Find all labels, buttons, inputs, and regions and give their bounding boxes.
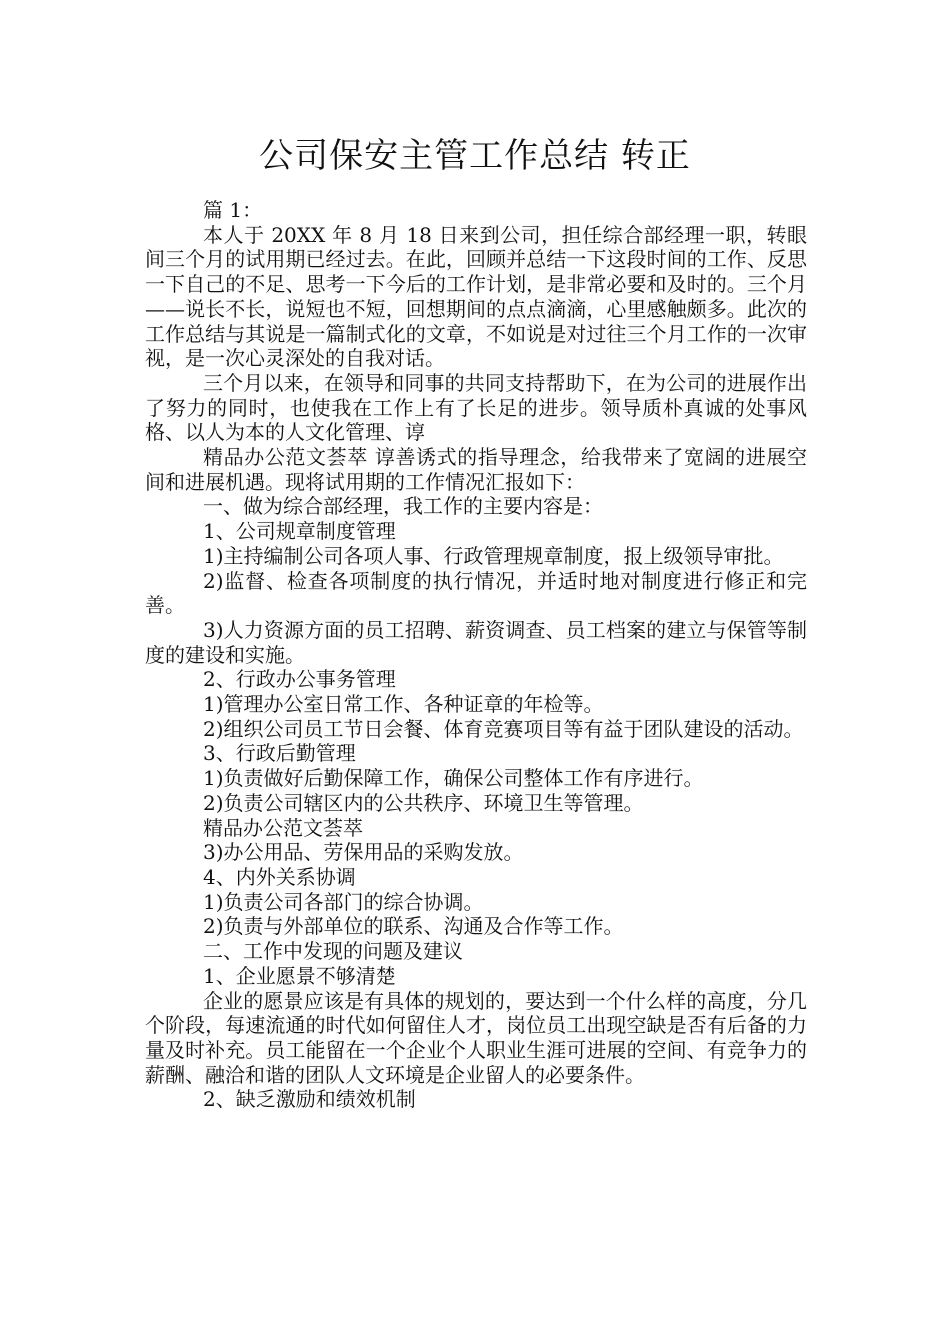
list-item: 2)组织公司员工节日会餐、体育竞赛项目等有益于团队建设的活动。 bbox=[203, 716, 804, 741]
list-item: 1)主持编制公司各项人事、行政管理规章制度，报上级领导审批。 bbox=[203, 543, 784, 568]
list-item: 1)负责做好后勤保障工作，确保公司整体工作有序进行。 bbox=[203, 766, 704, 791]
paragraph: 本人于 20XX 年 8 月 18 日来到公司，担任综合部经理一职，转眼间三个月的试用期已经过去。在此，回顾并总结一下这段时间的工作、反思一下自己的不足、思考一下今后的工作计划，是非常必要和及时的。三个月——说长不长，说短也不短，回想期间的点点滴滴，心里感触颇多。此次的工作总结与其说是一篇制式化的文章，不如说是对过往三个月工作的一次审视，是一次心灵深处的自我对话。 bbox=[145, 222, 807, 371]
list-item: 1)负责公司各部门的综合协调。 bbox=[203, 889, 484, 914]
document-title: 公司保安主管工作总结 转正 bbox=[259, 136, 691, 176]
paragraph: 三个月以来，在领导和同事的共同支持帮助下，在为公司的进展作出了努力的同时，也使我在工作上有了长足的进步。领导质朴真诚的处事风格、以人为本的人文化管理、谆 bbox=[145, 370, 807, 445]
subsection-heading: 2、行政办公事务管理 bbox=[203, 667, 396, 692]
section-heading: 一、做为综合部经理，我工作的主要内容是： bbox=[203, 494, 603, 519]
watermark-text: 精品办公范文荟萃 bbox=[203, 815, 363, 840]
subsection-heading: 1、公司规章制度管理 bbox=[203, 519, 396, 544]
list-item: 2)监督、检查各项制度的执行情况，并适时地对制度进行修正和完善。 bbox=[145, 568, 807, 618]
subsection-heading: 1、企业愿景不够清楚 bbox=[203, 963, 396, 988]
list-item: 2)负责与外部单位的联系、沟通及合作等工作。 bbox=[203, 914, 624, 939]
subsection-heading: 2、缺乏激励和绩效机制 bbox=[203, 1087, 416, 1112]
section-heading: 篇 1： bbox=[203, 198, 263, 222]
list-item: 1)管理办公室日常工作、各种证章的年检等。 bbox=[203, 692, 604, 717]
paragraph: 精品办公范文荟萃 谆善诱式的指导理念，给我带来了宽阔的进展空间和进展机遇。现将试用期的工作情况汇报如下： bbox=[145, 445, 807, 494]
list-item: 2)负责公司辖区内的公共秩序、环境卫生等管理。 bbox=[203, 790, 644, 815]
subsection-heading: 3、行政后勤管理 bbox=[203, 741, 356, 766]
subsection-heading: 4、内外关系协调 bbox=[203, 864, 356, 889]
paragraph: 企业的愿景应该是有具体的规划的，要达到一个什么样的高度，分几个阶段，每速流通的时代如何留住人才，岗位员工出现空缺是否有后备的力量及时补充。员工能留在一个企业个人职业生涯可进展的空间、有竞争力的薪酬、融洽和谐的团队人文环境是企业留人的必要条件。 bbox=[145, 988, 807, 1087]
list-item: 3)人力资源方面的员工招聘、薪资调查、员工档案的建立与保管等制度的建设和实施。 bbox=[145, 617, 807, 667]
list-item: 3)办公用品、劳保用品的采购发放。 bbox=[203, 840, 524, 865]
section-heading: 二、工作中发现的问题及建议 bbox=[203, 939, 463, 964]
document-body bbox=[145, 198, 807, 1112]
